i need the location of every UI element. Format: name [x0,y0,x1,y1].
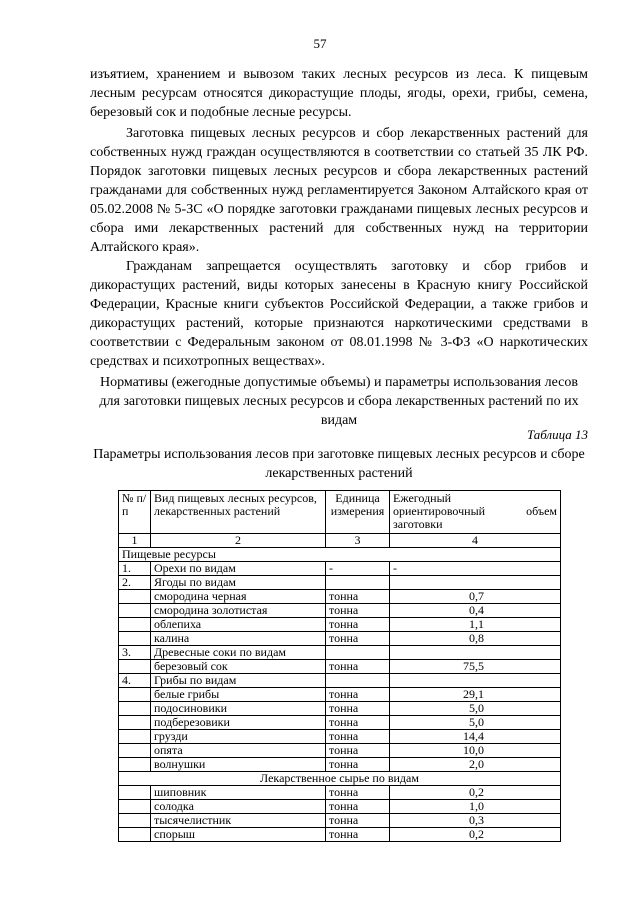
table-row [119,800,561,814]
item-name: опята [151,744,326,758]
section-label-food: Пищевые ресурсы [119,548,561,562]
group-unit [326,674,390,688]
group-unit [326,646,390,660]
item-value: 0,4 [390,604,561,618]
item-name: грузди [151,730,326,744]
item-name: облепиха [151,618,326,632]
section-row-medicinal [119,772,561,786]
item-unit: тонна [326,758,390,772]
section-heading: Нормативы (ежегодные допустимые объемы) и параметры использования лесов для заготовки пищевых лесных ресурсов и сбора лекарственных растений по их видам [99,375,579,428]
item-num [119,632,151,646]
table-row [119,758,561,772]
group-num: 3. [119,646,151,660]
item-num [119,702,151,716]
table-row [119,688,561,702]
group-unit [326,576,390,590]
group-value: - [390,562,561,576]
item-name: тысячелистник [151,814,326,828]
item-unit: тонна [326,618,390,632]
table-body [119,534,561,842]
table-row [119,786,561,800]
item-value: 0,2 [390,828,561,842]
group-row [119,576,561,590]
item-value: 0,2 [390,786,561,800]
item-num [119,828,151,842]
table-row [119,632,561,646]
item-num [119,688,151,702]
item-num [119,716,151,730]
group-row [119,562,561,576]
paragraph-2: Заготовка пищевых лесных ресурсов и сбор лекарственных растений для собственных нужд граждан осуществляются в соответствии со статьей 35 ЛК РФ. Порядок заготовки пищевых лесных ресурсов и сбора лекарственных растений гражданами для собственных нужд регламентируется Законом Алтайского края от 05.02.2008 № 5-ЗС «О порядке заготовки гражданами пищевых лесных ресурсов и сбора ими лекарственных растений для собственных нужд на территории Алтайского края». [90,126,588,255]
item-unit: тонна [326,632,390,646]
item-num [119,814,151,828]
table-row [119,604,561,618]
table-title: Параметры использования лесов при заготовке пищевых лесных ресурсов и сборе лекарственных растений [93,447,585,481]
item-name: волнушки [151,758,326,772]
item-value: 75,5 [390,660,561,674]
item-value: 29,1 [390,688,561,702]
index-cell: 2 [151,534,326,548]
item-num [119,618,151,632]
item-value: 5,0 [390,702,561,716]
item-num [119,604,151,618]
group-name: Древесные соки по видам [151,646,326,660]
item-value: 2,0 [390,758,561,772]
group-unit: - [326,562,390,576]
item-num [119,730,151,744]
item-unit: тонна [326,730,390,744]
header-volume-line2a: ориентировочный [393,504,486,518]
item-unit: тонна [326,716,390,730]
group-value [390,576,561,590]
item-unit: тонна [326,660,390,674]
section-label-medicinal: Лекарственное сырье по видам [119,772,561,786]
header-volume-line2b: объем [526,504,557,518]
item-num [119,758,151,772]
group-row [119,646,561,660]
header-volume [390,491,561,534]
item-unit: тонна [326,800,390,814]
item-name: шиповник [151,786,326,800]
item-value: 10,0 [390,744,561,758]
group-name: Грибы по видам [151,674,326,688]
item-num [119,744,151,758]
index-cell: 4 [390,534,561,548]
item-value: 0,3 [390,814,561,828]
header-volume-line3: заготовки [393,517,443,531]
table-row [119,702,561,716]
table-header-row [119,491,561,534]
header-volume-line1: Ежегодный [393,491,452,505]
index-cell: 3 [326,534,390,548]
table-row [119,744,561,758]
table-row [119,828,561,842]
item-name: солодка [151,800,326,814]
item-value: 0,7 [390,590,561,604]
parameters-table [118,490,561,842]
table-caption: Таблица 13 [526,427,588,442]
header-num: № п/п [119,491,151,534]
group-name: Орехи по видам [151,562,326,576]
table-row [119,716,561,730]
item-name: белые грибы [151,688,326,702]
item-name: подберезовики [151,716,326,730]
table-row [119,660,561,674]
item-unit: тонна [326,688,390,702]
paragraph-1: изъятием, хранением и вывозом таких лесных ресурсов из леса. К пищевым лесным ресурсам относятся дикорастущие плоды, ягоды, орехи, грибы, семена, березовый сок и подобные лесные ресурсы. [90,67,588,120]
header-name: Вид пищевых лесных ресурсов, лекарственных растений [151,491,326,534]
item-unit: тонна [326,590,390,604]
group-value [390,646,561,660]
item-value: 14,4 [390,730,561,744]
table-row [119,730,561,744]
group-row [119,674,561,688]
item-num [119,660,151,674]
group-num: 2. [119,576,151,590]
item-num [119,786,151,800]
group-name: Ягоды по видам [151,576,326,590]
group-value [390,674,561,688]
table-index-row [119,534,561,548]
item-unit: тонна [326,702,390,716]
item-name: смородина черная [151,590,326,604]
group-num: 4. [119,674,151,688]
group-num: 1. [119,562,151,576]
item-num [119,590,151,604]
item-value: 5,0 [390,716,561,730]
item-unit: тонна [326,604,390,618]
item-value: 0,8 [390,632,561,646]
table-row [119,618,561,632]
header-unit: Единица измерения [326,491,390,534]
item-num [119,800,151,814]
item-name: березовый сок [151,660,326,674]
item-name: смородина золотистая [151,604,326,618]
item-unit: тонна [326,814,390,828]
item-unit: тонна [326,828,390,842]
index-cell: 1 [119,534,151,548]
item-unit: тонна [326,744,390,758]
section-row-food [119,548,561,562]
item-value: 1,0 [390,800,561,814]
item-value: 1,1 [390,618,561,632]
item-unit: тонна [326,786,390,800]
table-row [119,814,561,828]
paragraph-3: Гражданам запрещается осуществлять заготовку и сбор грибов и дикорастущих растений, виды которых занесены в Красную книгу Российской Федерации, Красные книги субъектов Российской Федерации, а также грибов и дикорастущих растений, которые признаются наркотическими средствами в соответствии с Федеральным законом от 08.01.1998 № 3-ФЗ «О наркотических средствах и психотропных веществах». [90,259,588,369]
page-number: 57 [313,36,327,51]
item-name: спорыш [151,828,326,842]
table-row [119,590,561,604]
item-name: калина [151,632,326,646]
item-name: подосиновики [151,702,326,716]
